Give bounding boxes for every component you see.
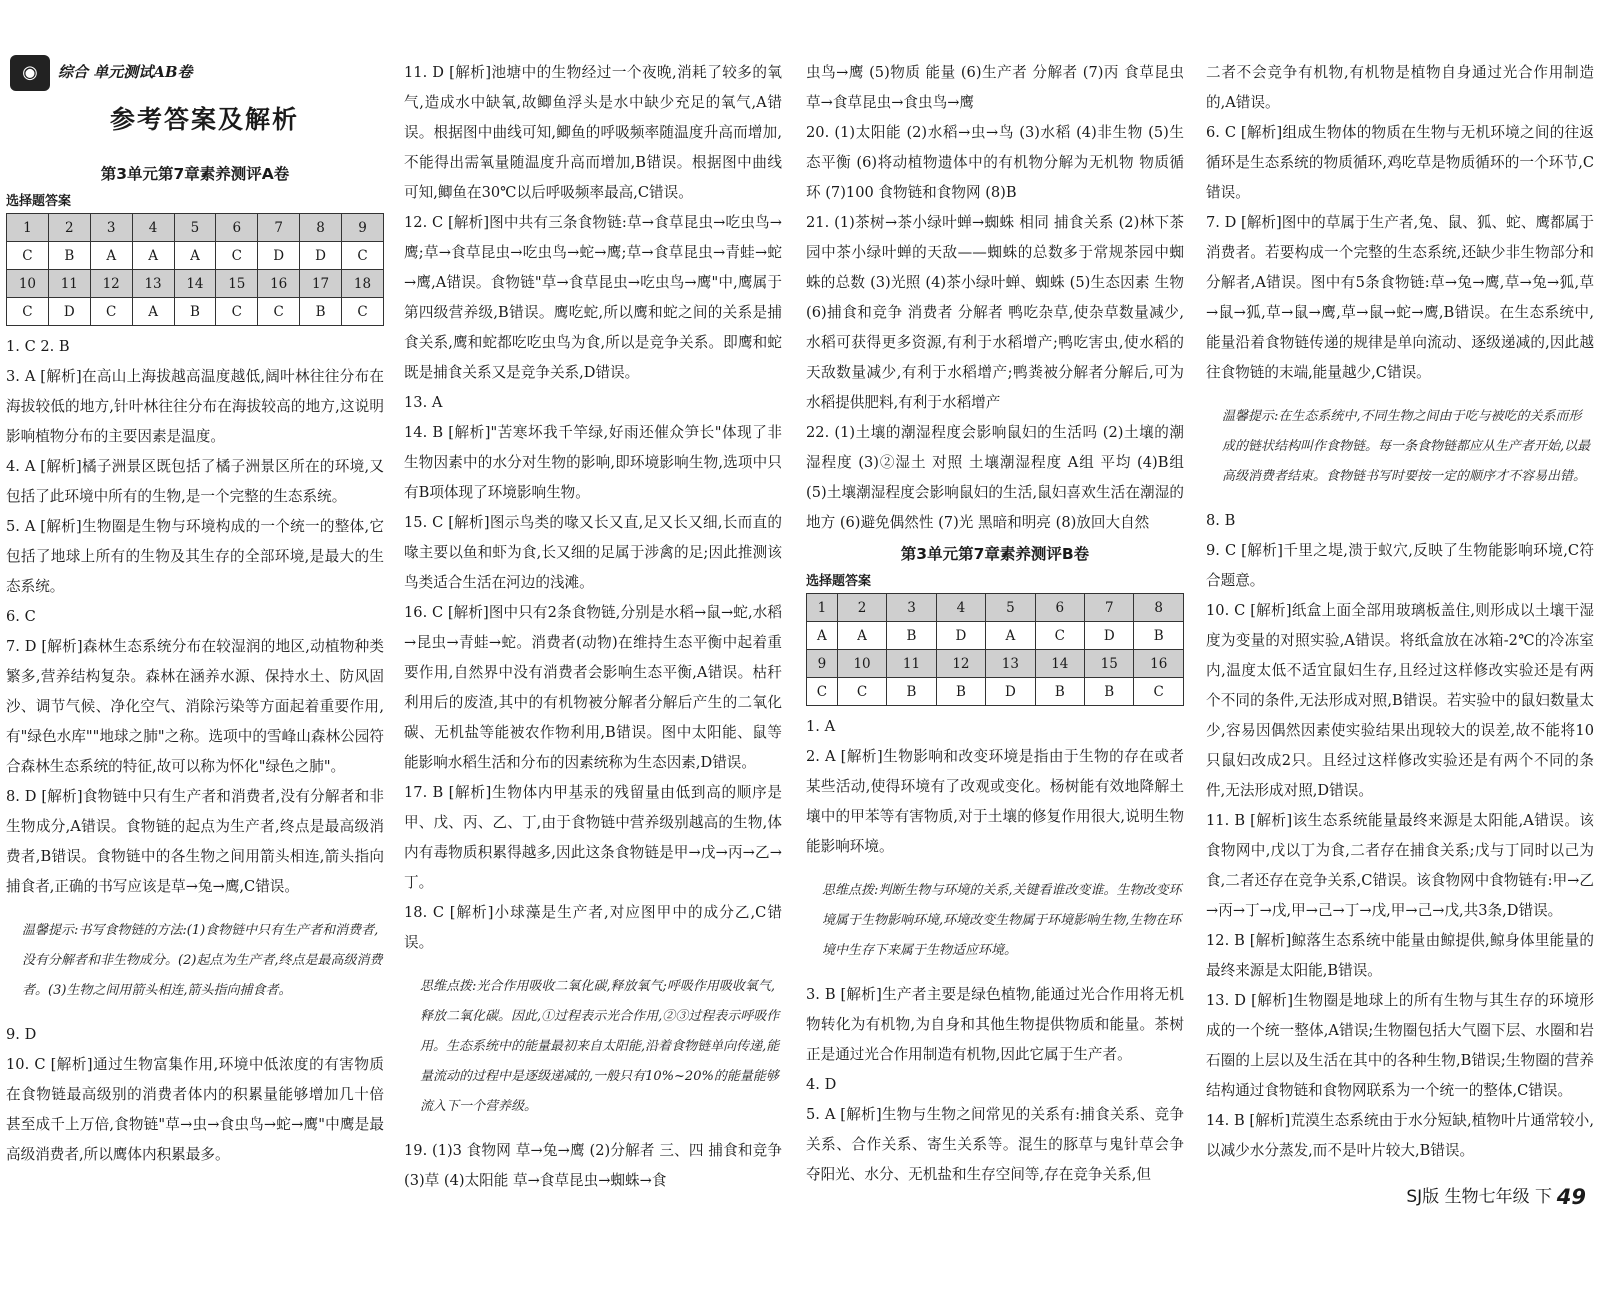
answer-table-cell: C xyxy=(216,242,258,270)
answer-table-cell: C xyxy=(1035,622,1084,650)
answer-item: 17. B [解析]生物体内甲基汞的残留量由低到高的顺序是甲、戊、丙、乙、丁,由于食物链中营养级别越高的生物,体内有毒物质积累得越多,因此这条食物链是甲→戊→丙→乙→丁。 xyxy=(404,784,782,891)
answer-table-cell: B xyxy=(48,242,90,270)
column-4 xyxy=(1206,58,1594,1208)
section-b-choice-label: 选择题答案 xyxy=(806,574,872,589)
answer-table-cell: D xyxy=(936,622,985,650)
answer-table-cell: A xyxy=(986,622,1035,650)
answer-table-row xyxy=(7,298,384,326)
answer-item: 3. B [解析]生产者主要是绿色植物,能通过光合作用将无机物转化为有机物,为自身和其他生物提供物质和能量。茶树正是通过光合作用制造有机物,因此它属于生产者。 xyxy=(806,986,1184,1063)
answer-table-cell: 13 xyxy=(986,650,1035,678)
answer-table-row xyxy=(807,678,1184,706)
answer-item: 6. C xyxy=(6,608,36,625)
answer-table-cell: 16 xyxy=(258,270,300,298)
answer-item: 20. (1)太阳能 (2)水稻→虫→鸟 (3)水稻 (4)非生物 (5)生态平衡 (6)将动植物遗体中的有机物分解为无机物 物质循环 (7)100 食物链和食物网 (8)B xyxy=(806,124,1184,201)
tip-box-3: 思维点拨:判断生物与环境的关系,关键看谁改变谁。生物改变环境属于生物影响环境,环境改变生物属于环境影响生物,生物在环境中生存下来属于生物适应环境。 xyxy=(822,883,1182,958)
answer-table-cell: C xyxy=(7,298,49,326)
answer-table-a xyxy=(6,213,384,326)
answer-table-cell: 3 xyxy=(887,594,936,622)
answer-item: 12. B [解析]鲸落生态系统中能量由鲸提供,鲸身体里能量的最终来源是太阳能,B错误。 xyxy=(1206,932,1594,979)
answer-table-cell: D xyxy=(258,242,300,270)
column-1 xyxy=(6,158,384,1308)
answer-item: 16. C [解析]图中只有2条食物链,分别是水稻→鼠→蛇,水稻→昆虫→青蛙→蛇。消费者(动物)在维持生态平衡中起着重要作用,自然界中没有消费者会影响生态平衡,A错误。枯秆利用后的废渣,其中的有机物被分解者分解后产生的二氧化碳、无机盐等能被农作物利用,B错误。图中太阳能、鼠等能影响水稻生活和分布的因素统称为生态因素,D错误。 xyxy=(404,604,782,771)
answer-table-cell: A xyxy=(174,242,216,270)
answer-table-cell: 2 xyxy=(48,214,90,242)
answer-item: 4. D xyxy=(806,1076,837,1093)
answer-table-cell: B xyxy=(1035,678,1084,706)
answer-table-cell: 4 xyxy=(936,594,985,622)
section-a-choice-label: 选择题答案 xyxy=(6,194,72,209)
answer-table-cell: A xyxy=(837,622,886,650)
answer-item: 3. A [解析]在高山上海拔越高温度越低,阔叶林往往分布在海拔较低的地方,针叶林往往分布在海拔较高的地方,这说明影响植物分布的主要因素是温度。 xyxy=(6,368,384,445)
answer-table-row xyxy=(807,622,1184,650)
answer-table-cell: C xyxy=(216,298,258,326)
answer-item: 8. B xyxy=(1206,512,1236,529)
answer-table-cell: B xyxy=(887,622,936,650)
answer-table-cell: 11 xyxy=(48,270,90,298)
answer-table-cell: D xyxy=(48,298,90,326)
answer-table-cell: 15 xyxy=(1085,650,1134,678)
answer-table-cell: 5 xyxy=(986,594,1035,622)
answer-table-cell: 9 xyxy=(342,214,384,242)
answer-item: 5. A [解析]生物圈是生物与环境构成的一个统一的整体,它包括了地球上所有的生物及其生存的全部环境,是最大的生态系统。 xyxy=(6,518,384,595)
answer-table-cell: 2 xyxy=(837,594,886,622)
answer-item: 7. D [解析]森林生态系统分布在较湿润的地区,动植物种类繁多,营养结构复杂。森林在涵养水源、保持水土、防风固沙、调节气候、净化空气、消除污染等方面起着重要作用,有"绿色水库""地球之肺"之称。选项中的雪峰山森林公园符合森林生态系统的特征,故可以称为怀化"绿色之肺"。 xyxy=(6,638,384,775)
answer-item: 虫鸟→鹰 (5)物质 能量 (6)生产者 分解者 (7)丙 食草昆虫 草→食草昆虫→食虫鸟→鹰 xyxy=(806,64,1184,111)
answer-table-cell: 12 xyxy=(90,270,132,298)
answer-item: 22. (1)土壤的潮湿程度会影响鼠妇的生活吗 (2)土壤的潮湿程度 (3)②湿土 对照 土壤潮湿程度 A组 平均 (4)B组 (5)土壤潮湿程度会影响鼠妇的生活,鼠妇喜欢生活在潮湿的地方 (6)避免偶然性 (7)光 黑暗和明亮 (8)放回大自然 xyxy=(806,424,1184,531)
answer-item: 9. D xyxy=(6,1026,37,1043)
page-title: 参考答案及解析 xyxy=(110,105,300,134)
answer-item: 9. C [解析]千里之堤,溃于蚁穴,反映了生物能影响环境,C符合题意。 xyxy=(1206,542,1594,589)
answer-item: 1. C 2. B xyxy=(6,338,70,355)
section-a-title: 第3单元第7章素养测评A卷 xyxy=(100,165,290,183)
answer-table-cell: B xyxy=(936,678,985,706)
answer-table-cell: C xyxy=(807,678,838,706)
answer-table-cell: 16 xyxy=(1134,650,1184,678)
answer-table-cell: 1 xyxy=(807,594,838,622)
answer-table-cell: 11 xyxy=(887,650,936,678)
answer-table-cell: 15 xyxy=(216,270,258,298)
answer-table-cell: C xyxy=(1134,678,1184,706)
answer-table-row xyxy=(807,650,1184,678)
answer-table-cell: C xyxy=(258,298,300,326)
answer-table-cell: B xyxy=(1134,622,1184,650)
answer-table-cell: 3 xyxy=(90,214,132,242)
answer-item: 5. A [解析]生物与生物之间常见的关系有:捕食关系、竞争关系、合作关系、寄生关系等。混生的豚草与鬼针草会争夺阳光、水分、无机盐和生存空间等,存在竞争关系,但 xyxy=(806,1106,1184,1183)
answer-item: 14. B [解析]"苦寒坏我千竿绿,好雨还催众笋长"体现了非生物因素中的水分对生物的影响,即环境影响生物,选项中只有B项体现了环境影响生物。 xyxy=(404,424,782,501)
answer-table-cell: 10 xyxy=(7,270,49,298)
answer-table-cell: 8 xyxy=(300,214,342,242)
answer-item: 21. (1)茶树→茶小绿叶蝉→蜘蛛 相同 捕食关系 (2)林下茶园中茶小绿叶蝉的天敌——蜘蛛的总数多于常规茶园中蜘蛛的总数 (3)光照 (4)茶小绿叶蝉、蜘蛛 (5)生态因素 生物 (6)捕食和竞争 消费者 分解者 鸭吃杂草,使杂草数量减少,水稻可获得更多资源,有利于水稻增产;鸭吃害虫,使水稻的天敌数量减少,有利于水稻增产;鸭粪被分解者分解后,可为水稻提供肥料,有利于水稻增产 xyxy=(806,214,1184,411)
answer-table-cell: 10 xyxy=(837,650,886,678)
answer-table-cell: C xyxy=(342,242,384,270)
answer-table-cell: D xyxy=(986,678,1035,706)
answer-table-cell: 13 xyxy=(132,270,174,298)
answer-item: 15. C [解析]图示鸟类的喙又长又直,足又长又细,长而直的喙主要以鱼和虾为食,长又细的足属于涉禽的足;因此推测该鸟类适合生活在河边的浅滩。 xyxy=(404,514,782,591)
page-number: 49 xyxy=(1556,1185,1586,1209)
answer-table-row xyxy=(807,594,1184,622)
answer-item: 13. D [解析]生物圈是地球上的所有生物与其生存的环境形成的一个统一整体,A错误;生物圈包括大气圈下层、水圈和岩石圈的上层以及生活在其中的各种生物,B错误;生物圈的营养结构通过食物链和食物网联系为一个统一的整体,C错误。 xyxy=(1206,992,1594,1099)
answer-table-cell: D xyxy=(300,242,342,270)
answer-table-cell: A xyxy=(807,622,838,650)
tip-box-4: 温馨提示:在生态系统中,不同生物之间由于吃与被吃的关系而形成的链状结构叫作食物链。每一条食物链都应从生产者开始,以最高级消费者结束。食物链书写时要按一定的顺序才不容易出错。 xyxy=(1222,409,1591,484)
answer-table-row xyxy=(7,214,384,242)
answer-item: 11. B [解析]该生态系统能量最终来源是太阳能,A错误。该食物网中,戊以丁为食,二者存在捕食关系;戊与丁同时以己为食,二者还存在竞争关系,C错误。该食物网中食物链有:甲→乙→丙→丁→戊,甲→己→丁→戊,甲→己→戊,共3条,D错误。 xyxy=(1206,812,1594,919)
answer-table-cell: A xyxy=(132,242,174,270)
answer-table-row xyxy=(7,242,384,270)
answer-item: 二者不会竞争有机物,有机物是植物自身通过光合作用制造的,A错误。 xyxy=(1206,64,1594,111)
answer-table-cell: 7 xyxy=(258,214,300,242)
answer-table-cell: A xyxy=(90,242,132,270)
answer-item: 12. C [解析]图中共有三条食物链:草→食草昆虫→吃虫鸟→鹰;草→食草昆虫→吃虫鸟→蛇→鹰;草→食草昆虫→青蛙→蛇→鹰,A错误。食物链"草→食草昆虫→吃虫鸟→鹰"中,鹰属于第四级营养级,B错误。鹰吃蛇,所以鹰和蛇之间的关系是捕食关系,鹰和蛇都吃吃虫鸟为食,所以是竞争关系。即鹰和蛇既是捕食关系又是竞争关系,D错误。 xyxy=(404,214,782,381)
answer-table-cell: 7 xyxy=(1085,594,1134,622)
brand-logo xyxy=(10,55,350,93)
column-3 xyxy=(806,58,1184,1208)
answer-table-cell: B xyxy=(174,298,216,326)
answer-table-cell: 6 xyxy=(1035,594,1084,622)
answer-item: 7. D [解析]图中的草属于生产者,兔、鼠、狐、蛇、鹰都属于消费者。若要构成一个完整的生态系统,还缺少非生物部分和分解者,A错误。图中有5条食物链:草→兔→鹰,草→兔→狐,草→鼠→狐,草→鼠→鹰,草→鼠→蛇→鹰,B错误。在生态系统中,能量沿着食物链传递的规律是单向流动、逐级递减的,因此越往食物链的末端,能量越少,C错误。 xyxy=(1206,214,1594,381)
answer-table-cell: B xyxy=(300,298,342,326)
answer-item: 4. A [解析]橘子洲景区既包括了橘子洲景区所在的环境,又包括了此环境中所有的生物,是一个完整的生态系统。 xyxy=(6,458,384,505)
answer-item: 18. C [解析]小球藻是生产者,对应图甲中的成分乙,C错误。 xyxy=(404,904,782,951)
answer-table-cell: 4 xyxy=(132,214,174,242)
answer-table-row xyxy=(7,270,384,298)
answer-table-cell: 14 xyxy=(174,270,216,298)
answer-item: 1. A xyxy=(806,718,836,735)
answer-table-cell: 1 xyxy=(7,214,49,242)
tip-box-2: 思维点拨:光合作用吸收二氧化碳,释放氧气;呼吸作用吸收氧气,释放二氧化碳。因此,①过程表示光合作用,②③过程表示呼吸作用。生态系统中的能量最初来自太阳能,沿着食物链单向传递,能量流动的过程中是逐级递减的,一般只有10%~20%的能量能够流入下一个营养级。 xyxy=(420,979,780,1114)
tip-box-1: 温馨提示:书写食物链的方法:(1)食物链中只有生产者和消费者,没有分解者和非生物成分。(2)起点为生产者,终点是最高级消费者。(3)生物之间用箭头相连,箭头指向捕食者。 xyxy=(22,923,383,998)
answer-table-cell: B xyxy=(887,678,936,706)
answer-table-cell: 6 xyxy=(216,214,258,242)
answer-table-b xyxy=(806,593,1184,706)
section-b-title: 第3单元第7章素养测评B卷 xyxy=(900,545,1090,563)
answer-table-cell: 9 xyxy=(807,650,838,678)
answer-table-cell: B xyxy=(1085,678,1134,706)
answer-item: 14. B [解析]荒漠生态系统由于水分短缺,植物叶片通常较小,以减少水分蒸发,而不是叶片较大,B错误。 xyxy=(1206,1112,1594,1159)
answer-item: 11. D [解析]池塘中的生物经过一个夜晚,消耗了较多的氧气,造成水中缺氧,故鲫鱼浮头是水中缺少充足的氧气,A错误。根据图中曲线可知,鲫鱼的呼吸频率随温度升高而增加,不能得出需氧量随温度升高而增加,B错误。根据图中曲线可知,鲫鱼在30℃以后呼吸频率最高,C错误。 xyxy=(404,64,782,201)
answer-item: 2. A [解析]生物影响和改变环境是指由于生物的存在或者某些活动,使得环境有了改观或变化。杨树能有效地降解土壤中的甲苯等有害物质,对于土壤的修复作用很大,说明生物能影响环境。 xyxy=(806,748,1184,855)
footer-edition: SJ版 生物七年级 下 xyxy=(1406,1187,1552,1207)
answer-table-cell: A xyxy=(132,298,174,326)
column-2 xyxy=(404,58,782,1208)
answer-table-cell: C xyxy=(7,242,49,270)
answer-table-cell: C xyxy=(837,678,886,706)
answer-item: 8. D [解析]食物链中只有生产者和消费者,没有分解者和非生物成分,A错误。食物链的起点为生产者,终点是最高级消费者,B错误。食物链中的各生物之间用箭头相连,箭头指向捕食者,正确的书写应该是草→兔→鹰,C错误。 xyxy=(6,788,384,895)
answer-table-cell: 14 xyxy=(1035,650,1084,678)
answer-table-cell: C xyxy=(90,298,132,326)
answer-item: 10. C [解析]通过生物富集作用,环境中低浓度的有害物质在食物链最高级别的消费者体内的积累量能够增加几十倍甚至成千上万倍,食物链"草→虫→食虫鸟→蛇→鹰"中鹰是最高级消费者,所以鹰体内积累最多。 xyxy=(6,1056,384,1163)
answer-item: 10. C [解析]纸盒上面全部用玻璃板盖住,则形成以土壤干湿度为变量的对照实验,A错误。将纸盒放在冰箱-2℃的冷冻室内,温度太低不适宜鼠妇生存,且经过这样修改实验还是有两个不同的条件,无法形成对照,B错误。若实验中的鼠妇数量太少,容易因偶然因素使实验结果出现较大的误差,故不能将10只鼠妇改成2只。且经过这样修改实验还是有两个不同的条件,无法形成对照,D错误。 xyxy=(1206,602,1594,799)
answer-item: 19. (1)3 食物网 草→兔→鹰 (2)分解者 三、四 捕食和竞争 (3)草 (4)太阳能 草→食草昆虫→蜘蛛→食 xyxy=(404,1142,782,1189)
answer-table-cell: 17 xyxy=(300,270,342,298)
answer-table-cell: 18 xyxy=(342,270,384,298)
answer-table-cell: 5 xyxy=(174,214,216,242)
answer-table-cell: C xyxy=(342,298,384,326)
brand-icon: ◉ xyxy=(10,55,50,91)
answer-table-cell: 12 xyxy=(936,650,985,678)
brand-text: 综合 单元测试AB卷 xyxy=(58,63,193,81)
answer-table-cell: D xyxy=(1085,622,1134,650)
answer-item: 13. A xyxy=(404,394,443,411)
answer-item: 6. C [解析]组成生物体的物质在生物与无机环境之间的往返循环是生态系统的物质循环,鸡吃草是物质循环的一个环节,C错误。 xyxy=(1206,124,1594,201)
answer-table-cell: 8 xyxy=(1134,594,1184,622)
